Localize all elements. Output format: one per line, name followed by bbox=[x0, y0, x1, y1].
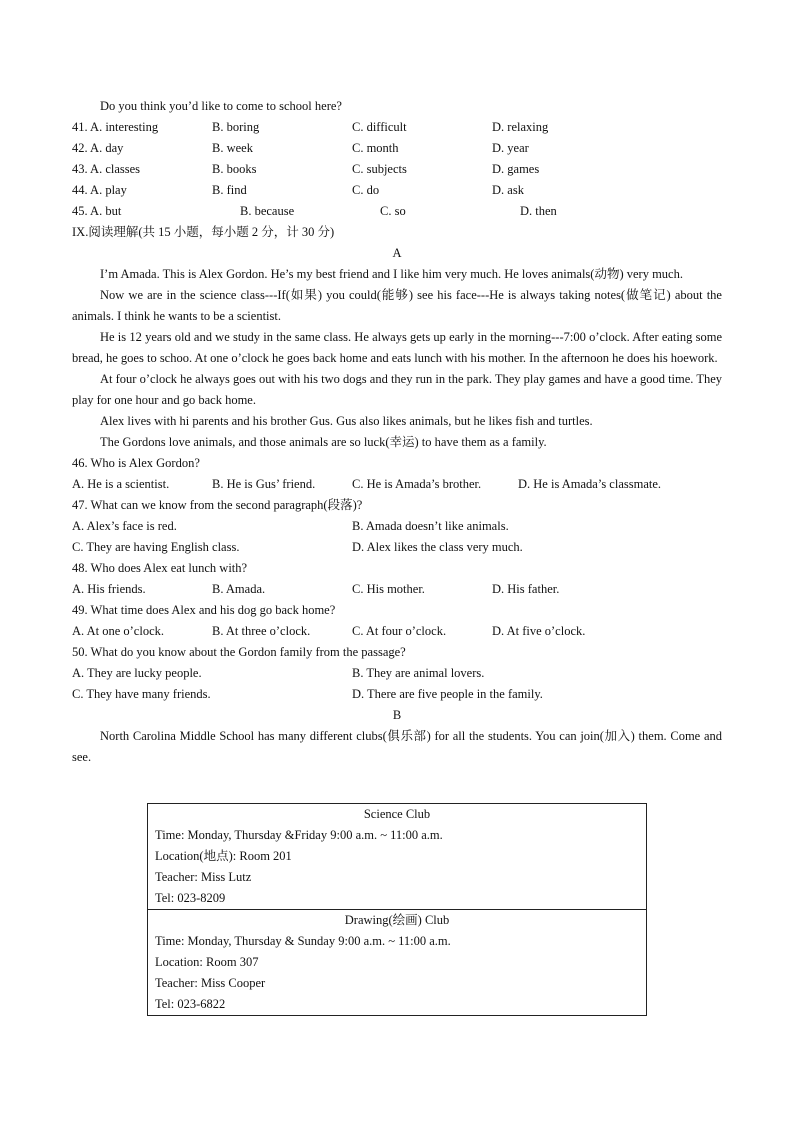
question-stem: 46. Who is Alex Gordon? bbox=[72, 456, 200, 470]
option-d: D. At five o’clock. bbox=[492, 624, 586, 638]
option-d: D. ask bbox=[492, 183, 524, 197]
question-options bbox=[72, 579, 722, 600]
cloze-item-42 bbox=[72, 138, 722, 159]
question-stem: 48. Who does Alex eat lunch with? bbox=[72, 561, 248, 575]
question-options bbox=[72, 474, 722, 495]
option-d: D. games bbox=[492, 162, 540, 176]
club-time: Time: Monday, Thursday & Sunday 9:00 a.m. ~ 11:00 a.m. bbox=[155, 934, 451, 948]
club-location: Location(地点): Room 201 bbox=[155, 849, 292, 863]
option-d: D. then bbox=[520, 204, 557, 218]
intro-line: Do you think you’d like to come to school here? bbox=[100, 99, 342, 113]
option-c: C. so bbox=[380, 204, 406, 218]
option-d: D. Alex likes the class very much. bbox=[352, 540, 523, 554]
option-c: C. His mother. bbox=[352, 582, 425, 596]
club-teacher: Teacher: Miss Cooper bbox=[155, 976, 266, 990]
option-a: 44. A. play bbox=[72, 183, 127, 197]
option-a: 41. A. interesting bbox=[72, 120, 159, 134]
passage-paragraph: Now we are in the science class---If(如果) you could(能够) see his face---He is always taking notes(做笔记) about the animals. I think he wants to be a scientist. bbox=[72, 288, 722, 323]
club-tel: Tel: 023-6822 bbox=[155, 997, 226, 1011]
option-b: B. Amada. bbox=[212, 582, 266, 596]
question-options bbox=[72, 684, 722, 705]
option-a: 43. A. classes bbox=[72, 162, 141, 176]
option-d: D. There are five people in the family. bbox=[352, 687, 543, 701]
cloze-item-45 bbox=[72, 201, 722, 222]
question-46 bbox=[72, 453, 722, 495]
passage-a bbox=[72, 264, 722, 453]
clubs-table bbox=[147, 803, 647, 1016]
passage-paragraph: He is 12 years old and we study in the same class. He always gets up early in the morning---7:00 o’clock. After eating some bread, he goes to schoo. At one o’clock he goes back home and eats lunch with his mother. In the afternoon he does his hoework. bbox=[72, 330, 722, 365]
option-b: B. He is Gus’ friend. bbox=[212, 477, 316, 491]
club-teacher: Teacher: Miss Lutz bbox=[155, 870, 252, 884]
option-a: A. He is a scientist. bbox=[72, 477, 170, 491]
option-b: B. find bbox=[212, 183, 247, 197]
passage-paragraph: Alex lives with hi parents and his brother Gus. Gus also likes animals, but he likes fish and turtles. bbox=[100, 414, 593, 428]
option-b: B. They are animal lovers. bbox=[352, 666, 485, 680]
option-c: C. subjects bbox=[352, 162, 407, 176]
passage-b-label: B bbox=[392, 708, 402, 722]
option-a: 45. A. but bbox=[72, 204, 122, 218]
passage-paragraph: The Gordons love animals, and those animals are so luck(幸运) to have them as a family. bbox=[100, 435, 547, 449]
passage-paragraph: I’m Amada. This is Alex Gordon. He’s my best friend and I like him very much. He loves animals(动物) very much. bbox=[100, 267, 683, 281]
question-options bbox=[72, 516, 722, 537]
club-time: Time: Monday, Thursday &Friday 9:00 a.m. ~ 11:00 a.m. bbox=[155, 828, 443, 842]
club-science bbox=[148, 804, 646, 910]
option-a: A. At one o’clock. bbox=[72, 624, 164, 638]
club-name: Drawing(绘画) Club bbox=[344, 913, 450, 927]
cloze-options bbox=[72, 117, 722, 222]
question-50 bbox=[72, 642, 722, 705]
question-48 bbox=[72, 558, 722, 600]
option-d: D. He is Amada’s classmate. bbox=[518, 477, 662, 491]
option-c: C. He is Amada’s brother. bbox=[352, 477, 482, 491]
cloze-item-43 bbox=[72, 159, 722, 180]
option-b: B. At three o’clock. bbox=[212, 624, 311, 638]
option-a: A. His friends. bbox=[72, 582, 146, 596]
question-stem: 50. What do you know about the Gordon family from the passage? bbox=[72, 645, 406, 659]
club-name: Science Club bbox=[363, 807, 431, 821]
question-stem: 49. What time does Alex and his dog go back home? bbox=[72, 603, 336, 617]
option-b: B. Amada doesn’t like animals. bbox=[352, 519, 509, 533]
section-title: IX.阅读理解(共 15 小题，每小题 2 分，计 30 分) bbox=[72, 225, 335, 239]
option-b: B. week bbox=[212, 141, 253, 155]
cloze-item-41 bbox=[72, 117, 722, 138]
option-c: C. At four o’clock. bbox=[352, 624, 447, 638]
option-c: C. difficult bbox=[352, 120, 407, 134]
club-drawing bbox=[148, 910, 646, 1015]
passage-b-intro: North Carolina Middle School has many different clubs(俱乐部) for all the students. You can join(加入) them. Come and see. bbox=[72, 729, 722, 764]
question-options bbox=[72, 621, 722, 642]
exam-page bbox=[72, 96, 722, 768]
club-location: Location: Room 307 bbox=[155, 955, 259, 969]
option-c: C. month bbox=[352, 141, 399, 155]
option-d: D. His father. bbox=[492, 582, 560, 596]
club-tel: Tel: 023-8209 bbox=[155, 891, 226, 905]
option-b: B. because bbox=[240, 204, 295, 218]
option-c: C. do bbox=[352, 183, 380, 197]
cloze-item-44 bbox=[72, 180, 722, 201]
question-options bbox=[72, 537, 722, 558]
question-options bbox=[72, 663, 722, 684]
option-c: C. They have many friends. bbox=[72, 687, 211, 701]
option-a: A. They are lucky people. bbox=[72, 666, 202, 680]
option-b: B. boring bbox=[212, 120, 260, 134]
question-stem: 47. What can we know from the second paragraph(段落)? bbox=[72, 498, 363, 512]
question-47 bbox=[72, 495, 722, 558]
option-a: A. Alex’s face is red. bbox=[72, 519, 177, 533]
option-c: C. They are having English class. bbox=[72, 540, 240, 554]
option-a: 42. A. day bbox=[72, 141, 124, 155]
option-d: D. relaxing bbox=[492, 120, 549, 134]
option-d: D. year bbox=[492, 141, 529, 155]
passage-a-label: A bbox=[392, 246, 402, 260]
option-b: B. books bbox=[212, 162, 257, 176]
question-49 bbox=[72, 600, 722, 642]
passage-paragraph: At four o’clock he always goes out with his two dogs and they run in the park. They play games and have a good time. They play for one hour and go back home. bbox=[72, 372, 722, 407]
